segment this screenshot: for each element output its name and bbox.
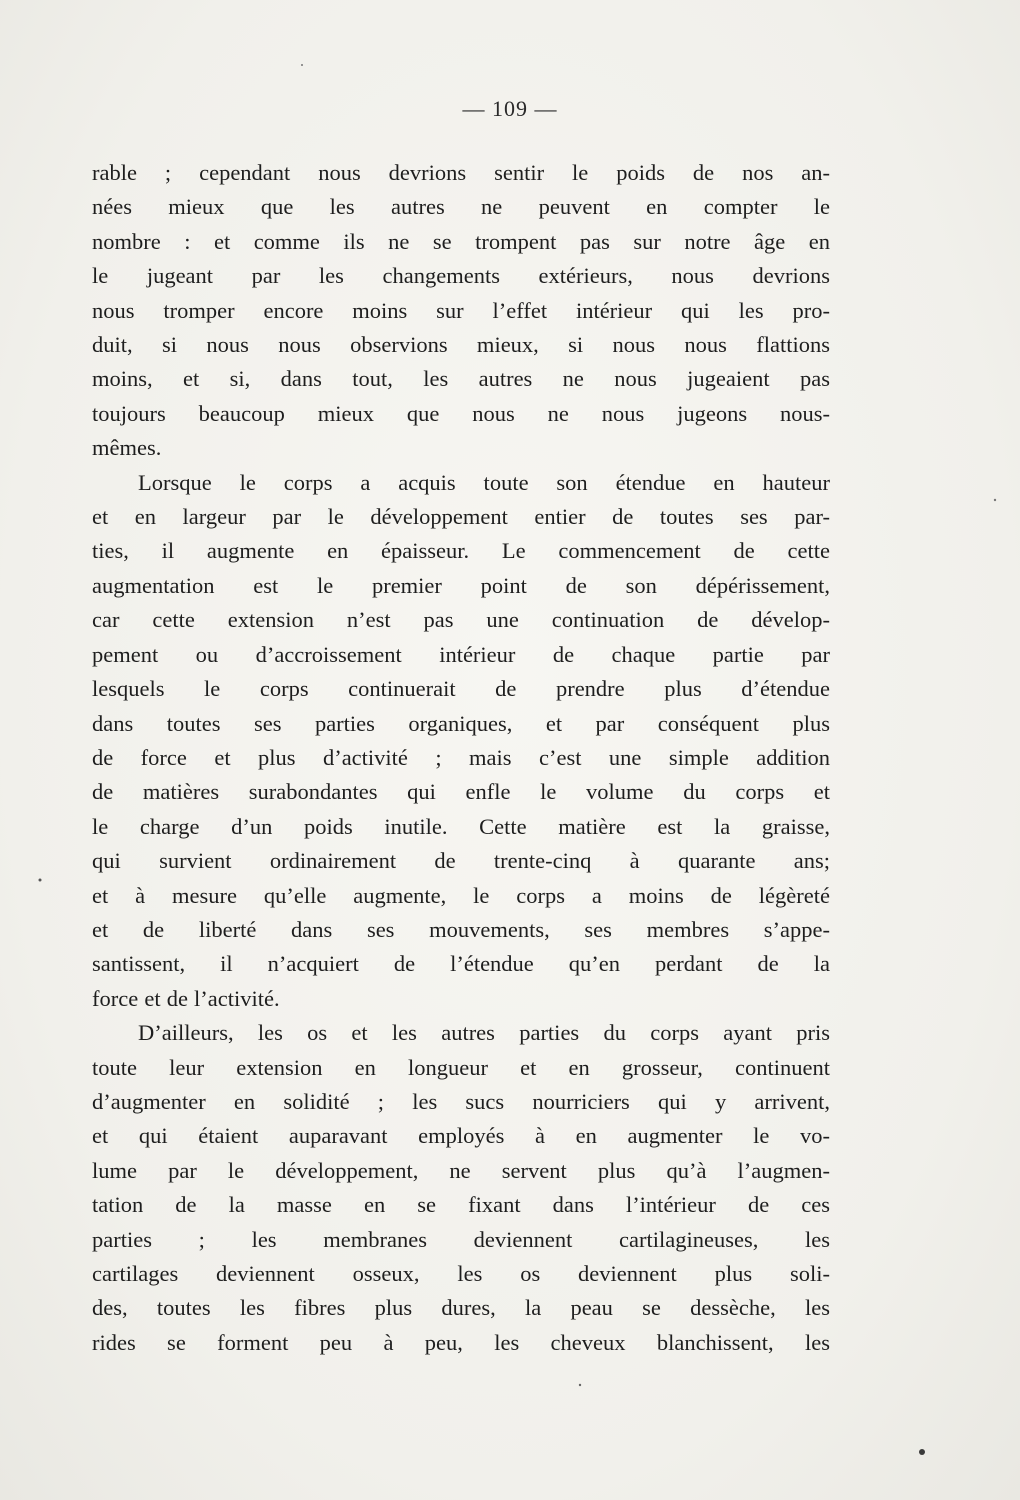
page-number: — 109 — xyxy=(462,96,558,121)
speck xyxy=(579,1384,581,1386)
text-line: et de liberté dans ses mouvements, ses membres s’appe- xyxy=(92,916,830,942)
text-line: ties, il augmente en épaisseur. Le commencement de cette xyxy=(92,538,830,564)
text-line: nombre : et comme ils ne se trompent pas sur notre âge en xyxy=(92,228,830,254)
text-line: parties ; les membranes deviennent cartilagineuses, les xyxy=(92,1226,830,1252)
text-line: et qui étaient auparavant employés à en augmenter le vo- xyxy=(92,1123,830,1149)
text-line: pement ou d’accroissement intérieur de chaque partie par xyxy=(92,641,830,667)
speck xyxy=(39,879,42,882)
text-line: D’ailleurs, les os et les autres parties du corps ayant pris xyxy=(138,1020,830,1046)
text-line: lesquels le corps continuerait de prendre plus d’étendue xyxy=(92,676,830,702)
text-line: de force et plus d’activité ; mais c’est une simple addition xyxy=(92,744,830,770)
text-line: car cette extension n’est pas une continuation de dévelop- xyxy=(92,607,830,633)
text-line: lume par le développement, ne servent plus qu’à l’augmen- xyxy=(92,1157,830,1183)
text-line: force et de l’activité. xyxy=(92,985,280,1011)
body-text xyxy=(92,156,830,1360)
text-line: d’augmenter en solidité ; les sucs nourriciers qui y arrivent, xyxy=(92,1088,830,1114)
paragraph-1 xyxy=(92,156,830,466)
text-line: qui survient ordinairement de trente-cinq à quarante ans; xyxy=(92,848,830,874)
speck xyxy=(301,64,303,66)
text-line: rable ; cependant nous devrions sentir le poids de nos an- xyxy=(92,160,830,185)
text-line: des, toutes les fibres plus dures, la peau se dessèche, les xyxy=(92,1295,830,1321)
text-line: toute leur extension en longueur et en grosseur, continuent xyxy=(92,1054,830,1080)
text-line: santissent, il n’acquiert de l’étendue qu’en perdant de la xyxy=(92,951,830,977)
text-line: tation de la masse en se fixant dans l’intérieur de ces xyxy=(92,1192,830,1218)
speck xyxy=(919,1449,925,1455)
text-line: moins, et si, dans tout, les autres ne nous jugeaient pas xyxy=(92,366,830,392)
text-line: nées mieux que les autres ne peuvent en compter le xyxy=(92,194,830,220)
text-line: et en largeur par le développement entier de toutes ses par- xyxy=(92,504,830,530)
text-line: le jugeant par les changements extérieurs, nous devrions xyxy=(92,263,830,289)
text-line: de matières surabondantes qui enfle le volume du corps et xyxy=(92,779,830,805)
text-line: augmentation est le premier point de son dépérissement, xyxy=(92,572,830,598)
text-line: cartilages deviennent osseux, les os deviennent plus soli- xyxy=(92,1261,830,1286)
paragraph-2 xyxy=(92,466,830,1017)
text-line: duit, si nous nous observions mieux, si nous nous flattions xyxy=(92,332,830,358)
text-line: toujours beaucoup mieux que nous ne nous jugeons nous- xyxy=(92,400,830,426)
text-line: rides se forment peu à peu, les cheveux blanchissent, les xyxy=(92,1329,830,1355)
paragraph-3 xyxy=(92,1016,830,1360)
text-line: dans toutes ses parties organiques, et par conséquent plus xyxy=(92,710,830,736)
speck xyxy=(994,499,996,501)
text-line: et à mesure qu’elle augmente, le corps a moins de légèreté xyxy=(92,882,830,908)
text-line: Lorsque le corps a acquis toute son étendue en hauteur xyxy=(138,469,830,495)
text-line: le charge d’un poids inutile. Cette matière est la graisse, xyxy=(92,813,830,839)
text-line: nous tromper encore moins sur l’effet intérieur qui les pro- xyxy=(92,297,830,323)
text-line: mêmes. xyxy=(92,435,162,461)
